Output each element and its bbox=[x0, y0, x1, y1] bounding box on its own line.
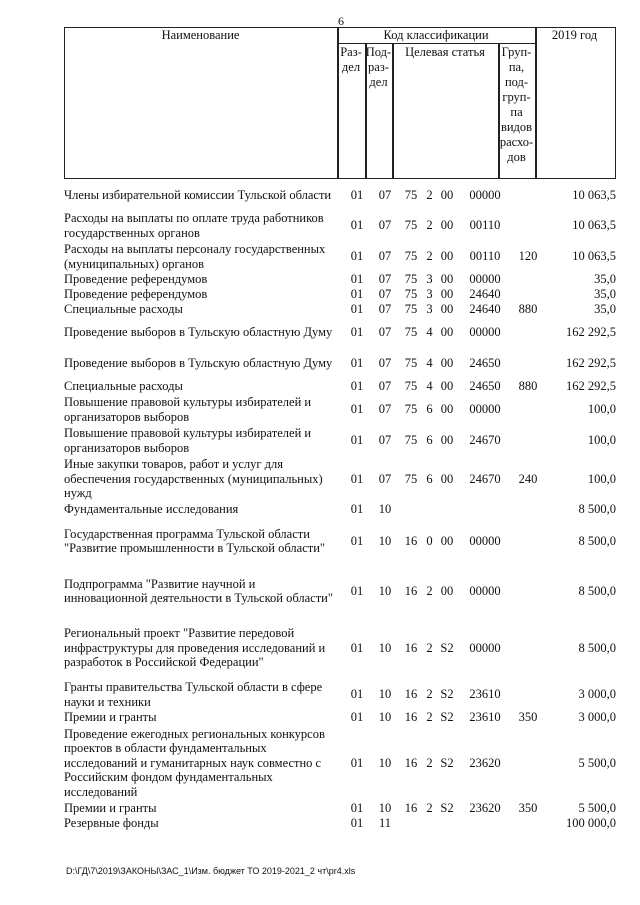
header-target-cell bbox=[392, 43, 500, 179]
row-target-direction: 00000 bbox=[469, 640, 501, 655]
table-row bbox=[64, 272, 618, 287]
row-name: Проведение выборов в Тульскую областную Думу bbox=[64, 325, 333, 340]
table-row bbox=[64, 287, 618, 302]
row-target-direction: 00000 bbox=[469, 583, 501, 598]
row-name: Повышение правовой культуры избирателей и организаторов выборов bbox=[64, 395, 312, 424]
row-target-direction: 23620 bbox=[469, 801, 501, 816]
row-target-direction: 00110 bbox=[469, 218, 501, 233]
row-razdel: 01 bbox=[350, 471, 364, 486]
row-target-subprogram: 3 bbox=[426, 272, 433, 287]
row-podrazdel: 10 bbox=[378, 801, 392, 816]
row-target-program: 75 bbox=[404, 402, 418, 417]
row-target-program: 75 bbox=[404, 433, 418, 448]
row-target-subprogram: 3 bbox=[426, 287, 433, 302]
row-target-event: 00 bbox=[440, 187, 454, 202]
row-target-subprogram: 0 bbox=[426, 533, 433, 548]
row-target-direction: 00000 bbox=[469, 187, 501, 202]
row-target-program: 16 bbox=[404, 687, 418, 702]
table-row bbox=[64, 617, 618, 679]
row-target-program: 75 bbox=[404, 287, 418, 302]
row-target-program: 75 bbox=[404, 187, 418, 202]
table-row bbox=[64, 379, 618, 394]
row-target-event: 00 bbox=[440, 433, 454, 448]
row-amount: 100 000,0 bbox=[566, 816, 616, 831]
row-target-direction: 23610 bbox=[469, 710, 501, 725]
row-name: Расходы на выплаты по оплате труда работников государственных органов bbox=[64, 211, 324, 240]
row-target-event: S2 bbox=[440, 710, 454, 725]
row-target-event: 00 bbox=[440, 533, 454, 548]
header-group bbox=[498, 45, 535, 165]
row-razdel: 01 bbox=[350, 687, 364, 702]
row-target-subprogram: 6 bbox=[426, 433, 433, 448]
row-razdel: 01 bbox=[350, 302, 364, 317]
row-target-program: 75 bbox=[404, 302, 418, 317]
row-target-subprogram: 3 bbox=[426, 302, 433, 317]
header-group-line: Груп- bbox=[501, 45, 532, 59]
row-target-event: 00 bbox=[440, 356, 454, 371]
row-podrazdel: 10 bbox=[378, 533, 392, 548]
row-expense-group: 120 bbox=[518, 249, 538, 264]
row-target-direction: 24650 bbox=[469, 356, 501, 371]
page-number: 6 bbox=[338, 14, 344, 28]
header-podrazdel bbox=[365, 45, 392, 90]
row-target-subprogram: 2 bbox=[426, 583, 433, 598]
row-name: Государственная программа Тульской области "Развитие промышленности в Тульской области" bbox=[64, 526, 326, 555]
row-podrazdel: 07 bbox=[378, 249, 392, 264]
table-row bbox=[64, 180, 618, 210]
row-amount: 100,0 bbox=[587, 433, 616, 448]
row-target-event: S2 bbox=[440, 801, 454, 816]
row-amount: 162 292,5 bbox=[566, 325, 616, 340]
row-name: Проведение выборов в Тульскую областную Думу bbox=[64, 356, 333, 371]
row-name: Премии и гранты bbox=[64, 710, 157, 725]
row-name: Иные закупки товаров, работ и услуг для обеспечения государственных (муниципальных) нужд bbox=[64, 457, 323, 501]
header-razdel bbox=[337, 45, 365, 75]
row-target-subprogram: 2 bbox=[426, 687, 433, 702]
row-amount: 3 000,0 bbox=[578, 687, 616, 702]
row-target-direction: 00000 bbox=[469, 533, 501, 548]
row-podrazdel: 10 bbox=[378, 502, 392, 517]
row-target-direction: 00110 bbox=[469, 249, 501, 264]
row-podrazdel: 10 bbox=[378, 687, 392, 702]
row-razdel: 01 bbox=[350, 710, 364, 725]
row-target-subprogram: 2 bbox=[426, 755, 433, 770]
row-razdel: 01 bbox=[350, 533, 364, 548]
row-target-event: S2 bbox=[440, 640, 454, 655]
row-amount: 8 500,0 bbox=[578, 583, 616, 598]
row-name: Специальные расходы bbox=[64, 379, 183, 394]
row-target-subprogram: 2 bbox=[426, 187, 433, 202]
row-target-subprogram: 4 bbox=[426, 356, 433, 371]
table-row bbox=[64, 565, 618, 617]
table-header bbox=[64, 27, 614, 177]
row-amount: 10 063,5 bbox=[572, 249, 616, 264]
row-amount: 162 292,5 bbox=[566, 356, 616, 371]
row-name: Проведение референдумов bbox=[64, 272, 208, 287]
row-name: Гранты правительства Тульской области в сфере науки и техники bbox=[64, 680, 323, 709]
row-target-subprogram: 4 bbox=[426, 325, 433, 340]
row-amount: 35,0 bbox=[594, 302, 616, 317]
row-razdel: 01 bbox=[350, 379, 364, 394]
row-target-direction: 24650 bbox=[469, 379, 501, 394]
row-target-direction: 00000 bbox=[469, 272, 501, 287]
row-razdel: 01 bbox=[350, 218, 364, 233]
row-target-subprogram: 2 bbox=[426, 640, 433, 655]
row-target-event: 00 bbox=[440, 249, 454, 264]
row-name: Резервные фонды bbox=[64, 816, 159, 831]
row-amount: 5 500,0 bbox=[578, 801, 616, 816]
row-razdel: 01 bbox=[350, 187, 364, 202]
header-group-line: груп- bbox=[502, 90, 531, 104]
row-target-direction: 23610 bbox=[469, 687, 501, 702]
row-target-subprogram: 2 bbox=[426, 801, 433, 816]
table-row bbox=[64, 725, 618, 801]
header-year: 2019 год bbox=[551, 28, 598, 42]
row-target-program: 16 bbox=[404, 533, 418, 548]
row-expense-group: 240 bbox=[518, 471, 538, 486]
row-target-subprogram: 2 bbox=[426, 218, 433, 233]
row-target-event: 00 bbox=[440, 402, 454, 417]
row-podrazdel: 07 bbox=[378, 302, 392, 317]
table-row bbox=[64, 710, 618, 725]
row-target-program: 75 bbox=[404, 356, 418, 371]
row-razdel: 01 bbox=[350, 755, 364, 770]
row-target-event: 00 bbox=[440, 379, 454, 394]
row-target-program: 16 bbox=[404, 710, 418, 725]
table-row bbox=[64, 241, 618, 272]
row-razdel: 01 bbox=[350, 356, 364, 371]
row-name: Проведение референдумов bbox=[64, 287, 208, 302]
row-target-program: 75 bbox=[404, 471, 418, 486]
row-podrazdel: 11 bbox=[378, 816, 392, 831]
row-target-direction: 24640 bbox=[469, 302, 501, 317]
row-expense-group: 350 bbox=[518, 801, 538, 816]
row-target-program: 16 bbox=[404, 801, 418, 816]
row-podrazdel: 07 bbox=[378, 356, 392, 371]
row-target-direction: 00000 bbox=[469, 325, 501, 340]
row-podrazdel: 10 bbox=[378, 583, 392, 598]
row-target-event: 00 bbox=[440, 272, 454, 287]
row-target-subprogram: 6 bbox=[426, 471, 433, 486]
row-podrazdel: 07 bbox=[378, 287, 392, 302]
row-target-event: S2 bbox=[440, 687, 454, 702]
row-name: Премии и гранты bbox=[64, 801, 157, 816]
table-row bbox=[64, 302, 618, 317]
row-razdel: 01 bbox=[350, 287, 364, 302]
row-razdel: 01 bbox=[350, 325, 364, 340]
row-target-direction: 24640 bbox=[469, 287, 501, 302]
header-group-line: па bbox=[510, 105, 523, 119]
row-expense-group: 350 bbox=[518, 710, 538, 725]
table-row bbox=[64, 816, 618, 831]
row-razdel: 01 bbox=[350, 272, 364, 287]
table-row bbox=[64, 517, 618, 565]
row-podrazdel: 10 bbox=[378, 640, 392, 655]
header-group-line: видов bbox=[500, 120, 533, 134]
header-group-line: дов bbox=[507, 150, 526, 164]
table-row bbox=[64, 679, 618, 710]
row-razdel: 01 bbox=[350, 433, 364, 448]
row-target-subprogram: 2 bbox=[426, 710, 433, 725]
row-target-subprogram: 6 bbox=[426, 402, 433, 417]
row-amount: 100,0 bbox=[587, 471, 616, 486]
row-podrazdel: 07 bbox=[378, 402, 392, 417]
row-amount: 8 500,0 bbox=[578, 502, 616, 517]
table-row bbox=[64, 210, 618, 241]
table-row bbox=[64, 801, 618, 816]
row-podrazdel: 07 bbox=[378, 187, 392, 202]
row-razdel: 01 bbox=[350, 801, 364, 816]
row-amount: 35,0 bbox=[594, 287, 616, 302]
table-row bbox=[64, 348, 618, 379]
row-razdel: 01 bbox=[350, 816, 364, 831]
row-target-event: 00 bbox=[440, 325, 454, 340]
row-podrazdel: 07 bbox=[378, 471, 392, 486]
row-amount: 35,0 bbox=[594, 272, 616, 287]
row-target-program: 75 bbox=[404, 379, 418, 394]
row-amount: 162 292,5 bbox=[566, 379, 616, 394]
row-target-event: 00 bbox=[440, 218, 454, 233]
row-podrazdel: 10 bbox=[378, 710, 392, 725]
row-target-event: S2 bbox=[440, 755, 454, 770]
row-amount: 5 500,0 bbox=[578, 755, 616, 770]
row-podrazdel: 07 bbox=[378, 433, 392, 448]
row-target-direction: 24670 bbox=[469, 433, 501, 448]
row-target-program: 75 bbox=[404, 272, 418, 287]
row-amount: 100,0 bbox=[587, 402, 616, 417]
header-group-line: под- bbox=[504, 75, 529, 89]
row-target-program: 75 bbox=[404, 249, 418, 264]
file-path-footer: D:\ГД\7\2019\ЗАКОНЫ\ЗАС_1\Изм. бюджет ТО 2019-2021_2 чт\pr4.xls bbox=[66, 866, 356, 876]
table-body bbox=[64, 180, 618, 831]
row-target-program: 16 bbox=[404, 583, 418, 598]
table-row bbox=[64, 456, 618, 502]
row-target-subprogram: 4 bbox=[426, 379, 433, 394]
row-expense-group: 880 bbox=[518, 302, 538, 317]
header-razdel-line: дел bbox=[341, 60, 361, 74]
row-name: Проведение ежегодных региональных конкурсов проектов в области фундаментальных исследований и гуманитарных наук совместно с Российским фондом фундаментальных исследований bbox=[64, 726, 325, 799]
row-amount: 8 500,0 bbox=[578, 533, 616, 548]
header-name-cell bbox=[64, 27, 339, 179]
row-amount: 10 063,5 bbox=[572, 187, 616, 202]
row-target-subprogram: 2 bbox=[426, 249, 433, 264]
row-razdel: 01 bbox=[350, 402, 364, 417]
row-name: Расходы на выплаты персоналу государственных (муниципальных) органов bbox=[64, 242, 326, 271]
header-razdel-line: Раз- bbox=[340, 45, 362, 59]
row-podrazdel: 07 bbox=[378, 379, 392, 394]
row-target-direction: 00000 bbox=[469, 402, 501, 417]
header-name: Наименование bbox=[161, 28, 240, 42]
row-target-program: 16 bbox=[404, 755, 418, 770]
row-target-program: 75 bbox=[404, 218, 418, 233]
row-target-event: 00 bbox=[440, 583, 454, 598]
header-year-cell bbox=[535, 27, 616, 179]
row-target-event: 00 bbox=[440, 302, 454, 317]
row-podrazdel: 07 bbox=[378, 218, 392, 233]
row-target-event: 00 bbox=[440, 287, 454, 302]
header-podrazdel-line: раз- bbox=[368, 60, 389, 74]
row-amount: 8 500,0 bbox=[578, 640, 616, 655]
header-group-line: па, bbox=[508, 60, 525, 74]
header-podrazdel-line: дел bbox=[369, 75, 388, 89]
row-amount: 10 063,5 bbox=[572, 218, 616, 233]
header-classification: Код классификации bbox=[383, 28, 489, 42]
row-razdel: 01 bbox=[350, 583, 364, 598]
row-target-event: 00 bbox=[440, 471, 454, 486]
row-razdel: 01 bbox=[350, 502, 364, 517]
table-row bbox=[64, 425, 618, 456]
row-podrazdel: 07 bbox=[378, 325, 392, 340]
row-razdel: 01 bbox=[350, 249, 364, 264]
row-razdel: 01 bbox=[350, 640, 364, 655]
row-expense-group: 880 bbox=[518, 379, 538, 394]
row-target-program: 75 bbox=[404, 325, 418, 340]
row-name: Региональный проект "Развитие передовой инфраструктуры для проведения исследований и разработок в Российской Федерации" bbox=[64, 626, 326, 670]
row-name: Подпрограмма "Развитие научной и инновационной деятельности в Тульской области" bbox=[64, 576, 333, 605]
row-podrazdel: 10 bbox=[378, 755, 392, 770]
table-row bbox=[64, 317, 618, 348]
row-podrazdel: 07 bbox=[378, 272, 392, 287]
table-row bbox=[64, 502, 618, 517]
row-name: Специальные расходы bbox=[64, 302, 183, 317]
row-target-program: 16 bbox=[404, 640, 418, 655]
table-row bbox=[64, 394, 618, 425]
row-name: Члены избирательной комиссии Тульской области bbox=[64, 187, 332, 202]
row-name: Повышение правовой культуры избирателей и организаторов выборов bbox=[64, 426, 312, 455]
header-target: Целевая статья bbox=[405, 45, 485, 59]
header-group-line: расхо- bbox=[499, 135, 534, 149]
row-amount: 3 000,0 bbox=[578, 710, 616, 725]
row-target-direction: 24670 bbox=[469, 471, 501, 486]
row-name: Фундаментальные исследования bbox=[64, 502, 239, 517]
header-podrazdel-line: Под- bbox=[365, 45, 392, 59]
row-target-direction: 23620 bbox=[469, 755, 501, 770]
